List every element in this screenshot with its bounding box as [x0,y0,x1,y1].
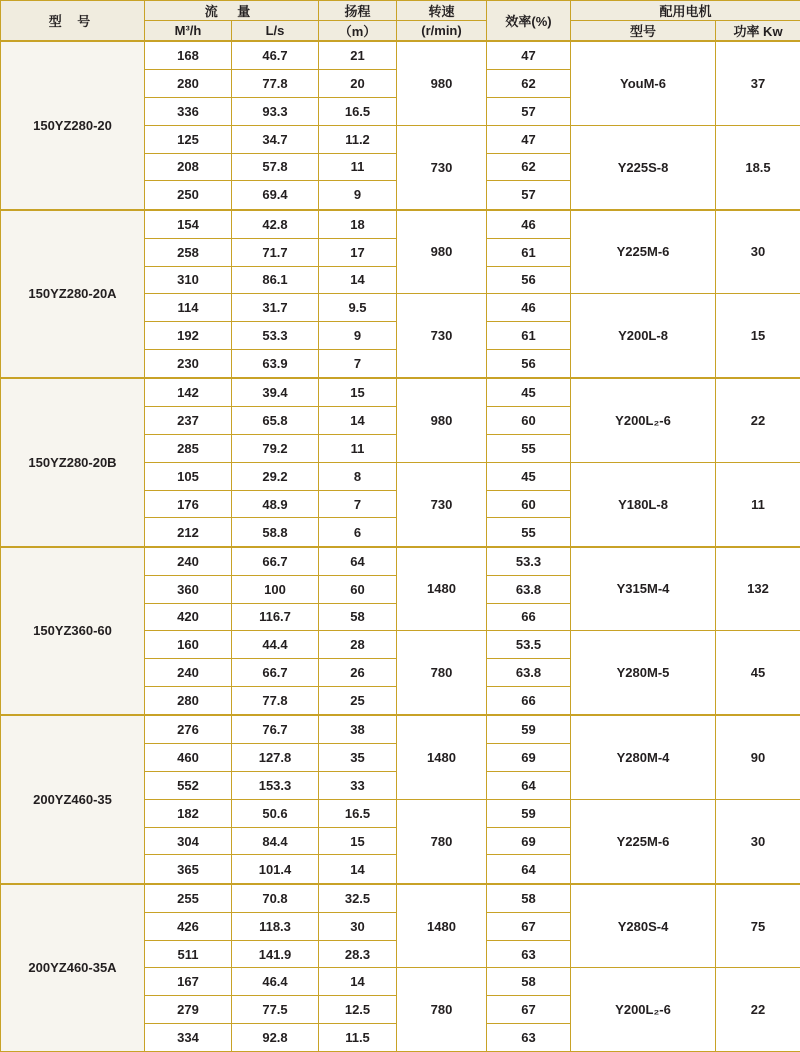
cell-efficiency: 64 [487,855,571,884]
cell-flow-m3h: 258 [145,238,232,266]
header-flow: 流 量 [145,1,319,21]
cell-flow-m3h: 154 [145,210,232,239]
cell-flow-ls: 141.9 [232,940,319,968]
cell-flow-ls: 77.8 [232,70,319,98]
cell-efficiency: 58 [487,968,571,996]
cell-motor-model: Y315M-4 [571,547,716,631]
cell-flow-m3h: 160 [145,631,232,659]
cell-head: 32.5 [319,884,397,913]
cell-flow-m3h: 250 [145,181,232,210]
table-row [1,210,800,239]
cell-flow-ls: 48.9 [232,490,319,518]
cell-flow-ls: 118.3 [232,912,319,940]
cell-efficiency: 61 [487,322,571,350]
cell-flow-m3h: 142 [145,378,232,407]
cell-flow-ls: 50.6 [232,799,319,827]
table-row [1,378,800,407]
cell-flow-m3h: 360 [145,575,232,603]
cell-speed: 730 [397,125,487,209]
table-row [1,884,800,913]
cell-flow-m3h: 114 [145,294,232,322]
cell-speed: 730 [397,462,487,546]
cell-flow-m3h: 280 [145,686,232,715]
cell-efficiency: 63.8 [487,659,571,687]
cell-speed: 1480 [397,547,487,631]
cell-flow-ls: 79.2 [232,435,319,463]
cell-head: 33 [319,772,397,800]
cell-head: 16.5 [319,97,397,125]
header-motor-power: 功率 Kw [716,21,800,42]
cell-efficiency: 59 [487,799,571,827]
cell-flow-ls: 63.9 [232,349,319,378]
cell-head: 15 [319,378,397,407]
cell-flow-ls: 57.8 [232,153,319,181]
cell-head: 9.5 [319,294,397,322]
cell-flow-m3h: 276 [145,715,232,744]
cell-flow-ls: 34.7 [232,125,319,153]
cell-flow-m3h: 285 [145,435,232,463]
cell-speed: 780 [397,631,487,715]
cell-flow-ls: 29.2 [232,462,319,490]
cell-speed: 980 [397,210,487,294]
cell-flow-m3h: 230 [145,349,232,378]
cell-flow-ls: 66.7 [232,547,319,576]
cell-model: 150YZ360-60 [1,547,145,716]
cell-motor-power: 75 [716,884,800,968]
cell-head: 7 [319,490,397,518]
cell-motor-model: Y280M-4 [571,715,716,799]
cell-efficiency: 62 [487,70,571,98]
cell-flow-ls: 101.4 [232,855,319,884]
cell-efficiency: 59 [487,715,571,744]
cell-efficiency: 66 [487,603,571,631]
header-motor-model: 型号 [571,21,716,42]
cell-efficiency: 61 [487,238,571,266]
cell-flow-ls: 46.4 [232,968,319,996]
cell-efficiency: 47 [487,41,571,70]
cell-efficiency: 67 [487,912,571,940]
cell-flow-m3h: 237 [145,407,232,435]
cell-efficiency: 45 [487,378,571,407]
cell-motor-model: Y180L-8 [571,462,716,546]
cell-head: 21 [319,41,397,70]
cell-head: 38 [319,715,397,744]
cell-flow-m3h: 240 [145,547,232,576]
cell-efficiency: 67 [487,996,571,1024]
table-body [1,41,800,1052]
cell-flow-m3h: 304 [145,827,232,855]
cell-motor-power: 22 [716,378,800,462]
cell-head: 28 [319,631,397,659]
cell-flow-ls: 84.4 [232,827,319,855]
cell-flow-m3h: 420 [145,603,232,631]
cell-speed: 1480 [397,884,487,968]
cell-flow-ls: 76.7 [232,715,319,744]
cell-head: 25 [319,686,397,715]
cell-motor-model: Y200L₂-6 [571,378,716,462]
cell-model: 200YZ460-35A [1,884,145,1052]
header-efficiency: 效率(%) [487,1,571,42]
cell-head: 60 [319,575,397,603]
cell-flow-m3h: 182 [145,799,232,827]
cell-flow-ls: 86.1 [232,266,319,294]
cell-motor-power: 132 [716,547,800,631]
header-speed-unit: (r/min) [397,21,487,42]
cell-flow-ls: 53.3 [232,322,319,350]
cell-flow-m3h: 176 [145,490,232,518]
cell-head: 9 [319,322,397,350]
cell-motor-model: Y200L₂-6 [571,968,716,1052]
cell-efficiency: 60 [487,407,571,435]
cell-efficiency: 64 [487,772,571,800]
cell-flow-m3h: 426 [145,912,232,940]
cell-model: 200YZ460-35 [1,715,145,884]
cell-flow-m3h: 255 [145,884,232,913]
cell-flow-ls: 70.8 [232,884,319,913]
table-row [1,715,800,744]
cell-motor-power: 11 [716,462,800,546]
cell-head: 12.5 [319,996,397,1024]
cell-flow-m3h: 511 [145,940,232,968]
cell-motor-model: Y280S-4 [571,884,716,968]
table-header [1,1,800,42]
cell-flow-ls: 46.7 [232,41,319,70]
cell-efficiency: 60 [487,490,571,518]
cell-motor-power: 37 [716,41,800,125]
cell-head: 16.5 [319,799,397,827]
cell-efficiency: 56 [487,266,571,294]
cell-speed: 780 [397,968,487,1052]
cell-motor-model: YouM-6 [571,41,716,125]
cell-efficiency: 57 [487,97,571,125]
header-model: 型 号 [1,1,145,42]
cell-model: 150YZ280-20B [1,378,145,547]
header-speed: 转速 [397,1,487,21]
cell-flow-ls: 77.5 [232,996,319,1024]
cell-head: 15 [319,827,397,855]
cell-efficiency: 66 [487,686,571,715]
cell-flow-ls: 31.7 [232,294,319,322]
cell-flow-ls: 92.8 [232,1024,319,1052]
cell-flow-m3h: 208 [145,153,232,181]
cell-efficiency: 53.3 [487,547,571,576]
cell-flow-m3h: 168 [145,41,232,70]
cell-flow-ls: 58.8 [232,518,319,547]
cell-speed: 730 [397,294,487,378]
cell-head: 6 [319,518,397,547]
cell-model: 150YZ280-20A [1,210,145,379]
cell-head: 7 [319,349,397,378]
cell-head: 14 [319,968,397,996]
cell-head: 9 [319,181,397,210]
cell-flow-m3h: 212 [145,518,232,547]
cell-efficiency: 57 [487,181,571,210]
cell-flow-m3h: 460 [145,744,232,772]
cell-flow-ls: 77.8 [232,686,319,715]
cell-flow-ls: 71.7 [232,238,319,266]
cell-flow-m3h: 280 [145,70,232,98]
cell-motor-power: 15 [716,294,800,378]
cell-motor-power: 45 [716,631,800,715]
cell-motor-model: Y200L-8 [571,294,716,378]
table-row [1,41,800,70]
cell-efficiency: 55 [487,435,571,463]
cell-motor-model: Y225M-6 [571,210,716,294]
cell-motor-power: 90 [716,715,800,799]
cell-speed: 780 [397,799,487,883]
cell-flow-ls: 93.3 [232,97,319,125]
header-head-unit: （m） [319,21,397,42]
cell-efficiency: 62 [487,153,571,181]
cell-flow-m3h: 167 [145,968,232,996]
cell-motor-model: Y225S-8 [571,125,716,209]
cell-head: 11 [319,153,397,181]
cell-flow-m3h: 192 [145,322,232,350]
table-row [1,547,800,576]
cell-head: 14 [319,855,397,884]
cell-flow-m3h: 552 [145,772,232,800]
cell-head: 8 [319,462,397,490]
cell-motor-power: 18.5 [716,125,800,209]
cell-head: 58 [319,603,397,631]
cell-speed: 980 [397,378,487,462]
cell-efficiency: 58 [487,884,571,913]
cell-motor-power: 30 [716,799,800,883]
cell-efficiency: 69 [487,744,571,772]
unit-m3h-text: M³/h [174,23,202,38]
cell-efficiency: 46 [487,210,571,239]
cell-flow-ls: 39.4 [232,378,319,407]
cell-head: 17 [319,238,397,266]
cell-flow-ls: 127.8 [232,744,319,772]
cell-flow-ls: 153.3 [232,772,319,800]
cell-head: 26 [319,659,397,687]
cell-flow-m3h: 365 [145,855,232,884]
cell-head: 64 [319,547,397,576]
cell-flow-ls: 69.4 [232,181,319,210]
cell-model: 150YZ280-20 [1,41,145,210]
cell-efficiency: 46 [487,294,571,322]
cell-motor-power: 30 [716,210,800,294]
cell-speed: 1480 [397,715,487,799]
cell-efficiency: 63.8 [487,575,571,603]
cell-efficiency: 45 [487,462,571,490]
cell-head: 11 [319,435,397,463]
cell-efficiency: 56 [487,349,571,378]
cell-head: 18 [319,210,397,239]
cell-flow-ls: 42.8 [232,210,319,239]
cell-flow-ls: 116.7 [232,603,319,631]
cell-flow-m3h: 105 [145,462,232,490]
cell-head: 11.2 [319,125,397,153]
cell-head: 20 [319,70,397,98]
cell-head: 30 [319,912,397,940]
cell-flow-ls: 66.7 [232,659,319,687]
cell-speed: 980 [397,41,487,125]
header-head: 扬程 [319,1,397,21]
cell-head: 11.5 [319,1024,397,1052]
cell-motor-model: Y225M-6 [571,799,716,883]
cell-flow-m3h: 334 [145,1024,232,1052]
cell-flow-m3h: 279 [145,996,232,1024]
cell-head: 14 [319,407,397,435]
cell-efficiency: 63 [487,940,571,968]
cell-head: 14 [319,266,397,294]
cell-efficiency: 55 [487,518,571,547]
cell-flow-m3h: 240 [145,659,232,687]
cell-efficiency: 53.5 [487,631,571,659]
cell-efficiency: 63 [487,1024,571,1052]
cell-head: 28.3 [319,940,397,968]
header-flow-m3h [145,21,232,42]
cell-flow-m3h: 125 [145,125,232,153]
cell-motor-power: 22 [716,968,800,1052]
header-flow-ls: L/s [232,21,319,42]
cell-head: 35 [319,744,397,772]
header-motor-group: 配用电机 [571,1,800,21]
cell-motor-model: Y280M-5 [571,631,716,715]
cell-flow-ls: 65.8 [232,407,319,435]
cell-flow-ls: 44.4 [232,631,319,659]
cell-efficiency: 47 [487,125,571,153]
cell-flow-m3h: 336 [145,97,232,125]
cell-flow-ls: 100 [232,575,319,603]
cell-efficiency: 69 [487,827,571,855]
cell-flow-m3h: 310 [145,266,232,294]
